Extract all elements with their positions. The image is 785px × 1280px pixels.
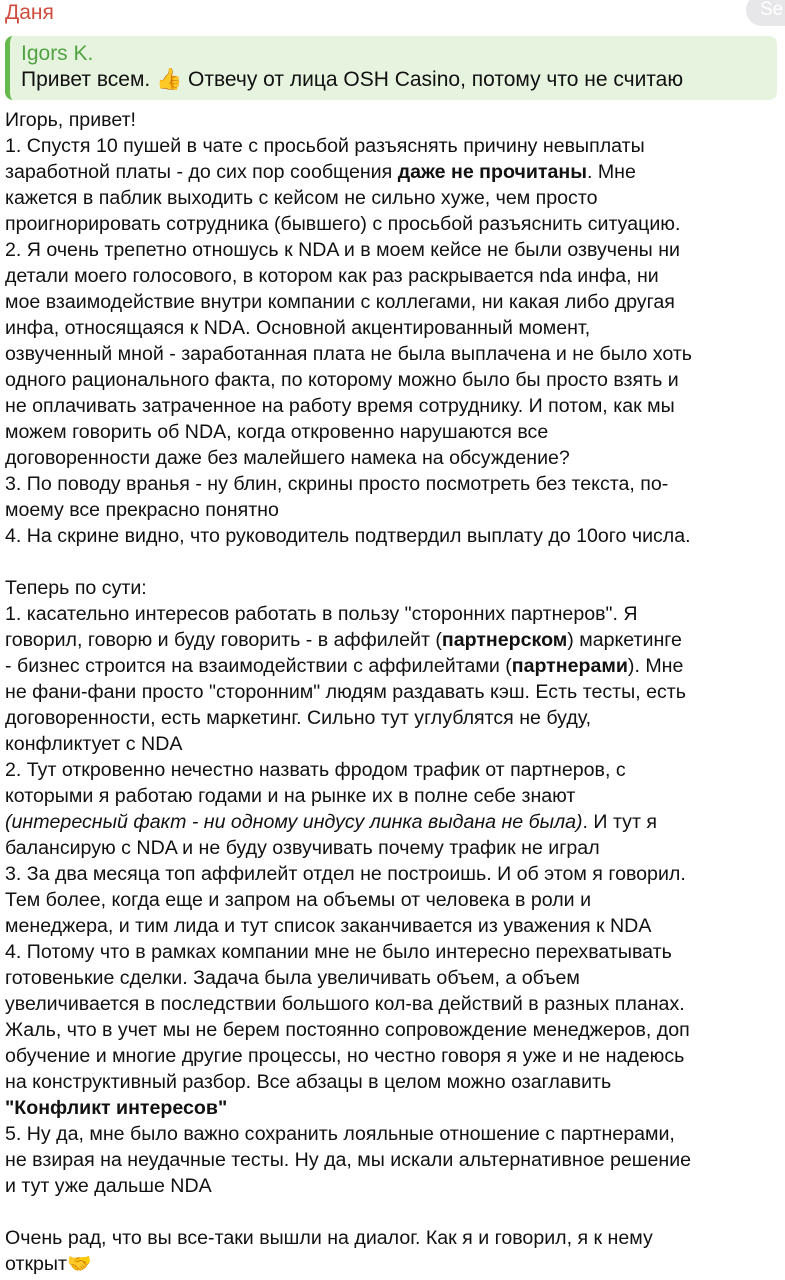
reply-quote-text: Привет всем. 👍 Отвечу от лица OSH Casino, потому что не считаю — [21, 68, 684, 91]
message-line: можем говорить об NDA, когда откровенно нарушаются все — [5, 421, 549, 443]
message-line: 2. Я очень трепетно отношусь к NDA и в моем кейсе не были озвучены ни — [5, 239, 680, 261]
top-chip[interactable]: Se — [746, 0, 785, 26]
message-line: моему все прекрасно понятно — [5, 499, 279, 521]
italic-text: (интересный факт - ни одному индусу линка выдана не была) — [5, 811, 583, 833]
text-segment: говорил, говорю и буду говорить - в аффилейт ( — [5, 629, 442, 651]
message-line — [5, 159, 785, 185]
message-text — [5, 107, 785, 1277]
message-line: готовенькие сделки. Задача была увеличивать объем, а объем — [5, 967, 580, 989]
bold-text: "Конфликт интересов" — [5, 1097, 228, 1119]
text-segment: - бизнес строится на взаимодействии с аффилейтами ( — [5, 655, 512, 677]
text-segment: заработной платы - до сих пор сообщения — [5, 161, 398, 183]
message-line: менеджера, и тим лида и тут список заканчивается из уважения к NDA — [5, 915, 652, 937]
message-line: Жаль, что в учет мы не берем постоянно сопровождение менеджеров, доп — [5, 1019, 690, 1041]
message-line: 5. Ну да, мне было важно сохранить лояльные отношение с партнерами, — [5, 1123, 675, 1145]
message-line: договоренности даже без малейшего намека на обсуждение? — [5, 447, 570, 469]
message-line: не взирая на неудачные тесты. Ну да, мы искали альтернативное решение — [5, 1149, 692, 1171]
message-line: не фани-фани просто "сторонним" людям раздавать кэш. Есть тесты, есть — [5, 681, 686, 703]
message-line: 3. По поводу вранья - ну блин, скрины просто посмотреть без текста, по- — [5, 473, 669, 495]
reply-quote[interactable] — [5, 36, 777, 100]
message-line: мое взаимодействие внутри компании с коллегами, ни какая либо другая — [5, 291, 675, 313]
bold-text: партнерами — [511, 655, 628, 677]
message-line: и тут уже дальше NDA — [5, 1175, 212, 1197]
message-line — [5, 809, 785, 835]
message-line: которыми я работаю годами и на рынке их в полне себе знают — [5, 785, 576, 807]
blank-line — [5, 549, 785, 575]
text-segment: . Мне — [586, 161, 636, 183]
text-segment: ) маркетинге — [567, 629, 682, 651]
message-line — [5, 653, 785, 679]
message-line — [5, 1095, 785, 1121]
message-line: на конструктивный разбор. Все абзацы в целом можно озаглавить — [5, 1071, 612, 1093]
message-line: увеличивается в последствии большого кол-ва действий в разных планах. — [5, 993, 685, 1015]
sender-name[interactable]: Даня — [5, 1, 54, 24]
message-line: проигнорировать сотрудника (бывшего) с просьбой разъяснить ситуацию. — [5, 213, 681, 235]
message-line: одного рационального факта, по которому можно было бы просто взять и — [5, 369, 679, 391]
message-line: открыт🤝 — [5, 1253, 92, 1275]
message-line: договоренности, есть маркетинг. Сильно тут углублятся не буду, — [5, 707, 592, 729]
bold-text: партнерском — [441, 629, 568, 651]
message-line: 4. Потому что в рамках компании мне не было интересно перехватывать — [5, 941, 672, 963]
message-line: Теперь по сути: — [5, 577, 147, 599]
bold-text: даже не прочитаны — [397, 161, 587, 183]
message-line: балансирую с NDA и не буду озвучивать почему трафик не играл — [5, 837, 600, 859]
message-line: не оплачивать затраченное на работу время сотруднику. И потом, как мы — [5, 395, 675, 417]
message-line: инфа, относящаяся к NDA. Основной акцентированный момент, — [5, 317, 591, 339]
reply-quote-author: Igors K. — [21, 42, 94, 65]
message-line: Игорь, привет! — [5, 109, 136, 131]
message-line: детали моего голосового, в котором как раз раскрывается nda инфа, ни — [5, 265, 659, 287]
message-line: 3. За два месяца топ аффилейт отдел не построишь. И об этом я говорил. — [5, 863, 686, 885]
message-line: 1. касательно интересов работать в пользу "сторонних партнеров". Я — [5, 603, 638, 625]
text-segment: . И тут я — [582, 811, 657, 833]
message-line: озвученный мной - заработанная плата не была выплачена и не было хоть — [5, 343, 692, 365]
message-line: 2. Тут откровенно нечестно назвать фродом трафик от партнеров, с — [5, 759, 626, 781]
message-line: обучение и многие другие процессы, но честно говоря я уже и не надеюсь — [5, 1045, 685, 1067]
message-line: Тем более, когда еще и запром на объемы от человека в роли и — [5, 889, 592, 911]
message-line: кажется в паблик выходить с кейсом не сильно хуже, чем просто — [5, 187, 598, 209]
message-line: конфликтует с NDA — [5, 733, 183, 755]
text-segment: ). Мне — [627, 655, 684, 677]
message-line: Очень рад, что вы все-таки вышли на диалог. Как я и говорил, я к нему — [5, 1227, 653, 1249]
message-line: 1. Спустя 10 пушей в чате с просьбой разъяснять причину невыплаты — [5, 135, 645, 157]
message-line — [5, 627, 785, 653]
message-line: 4. На скрине видно, что руководитель подтвердил выплату до 10ого числа. — [5, 525, 691, 547]
blank-line — [5, 1199, 785, 1225]
